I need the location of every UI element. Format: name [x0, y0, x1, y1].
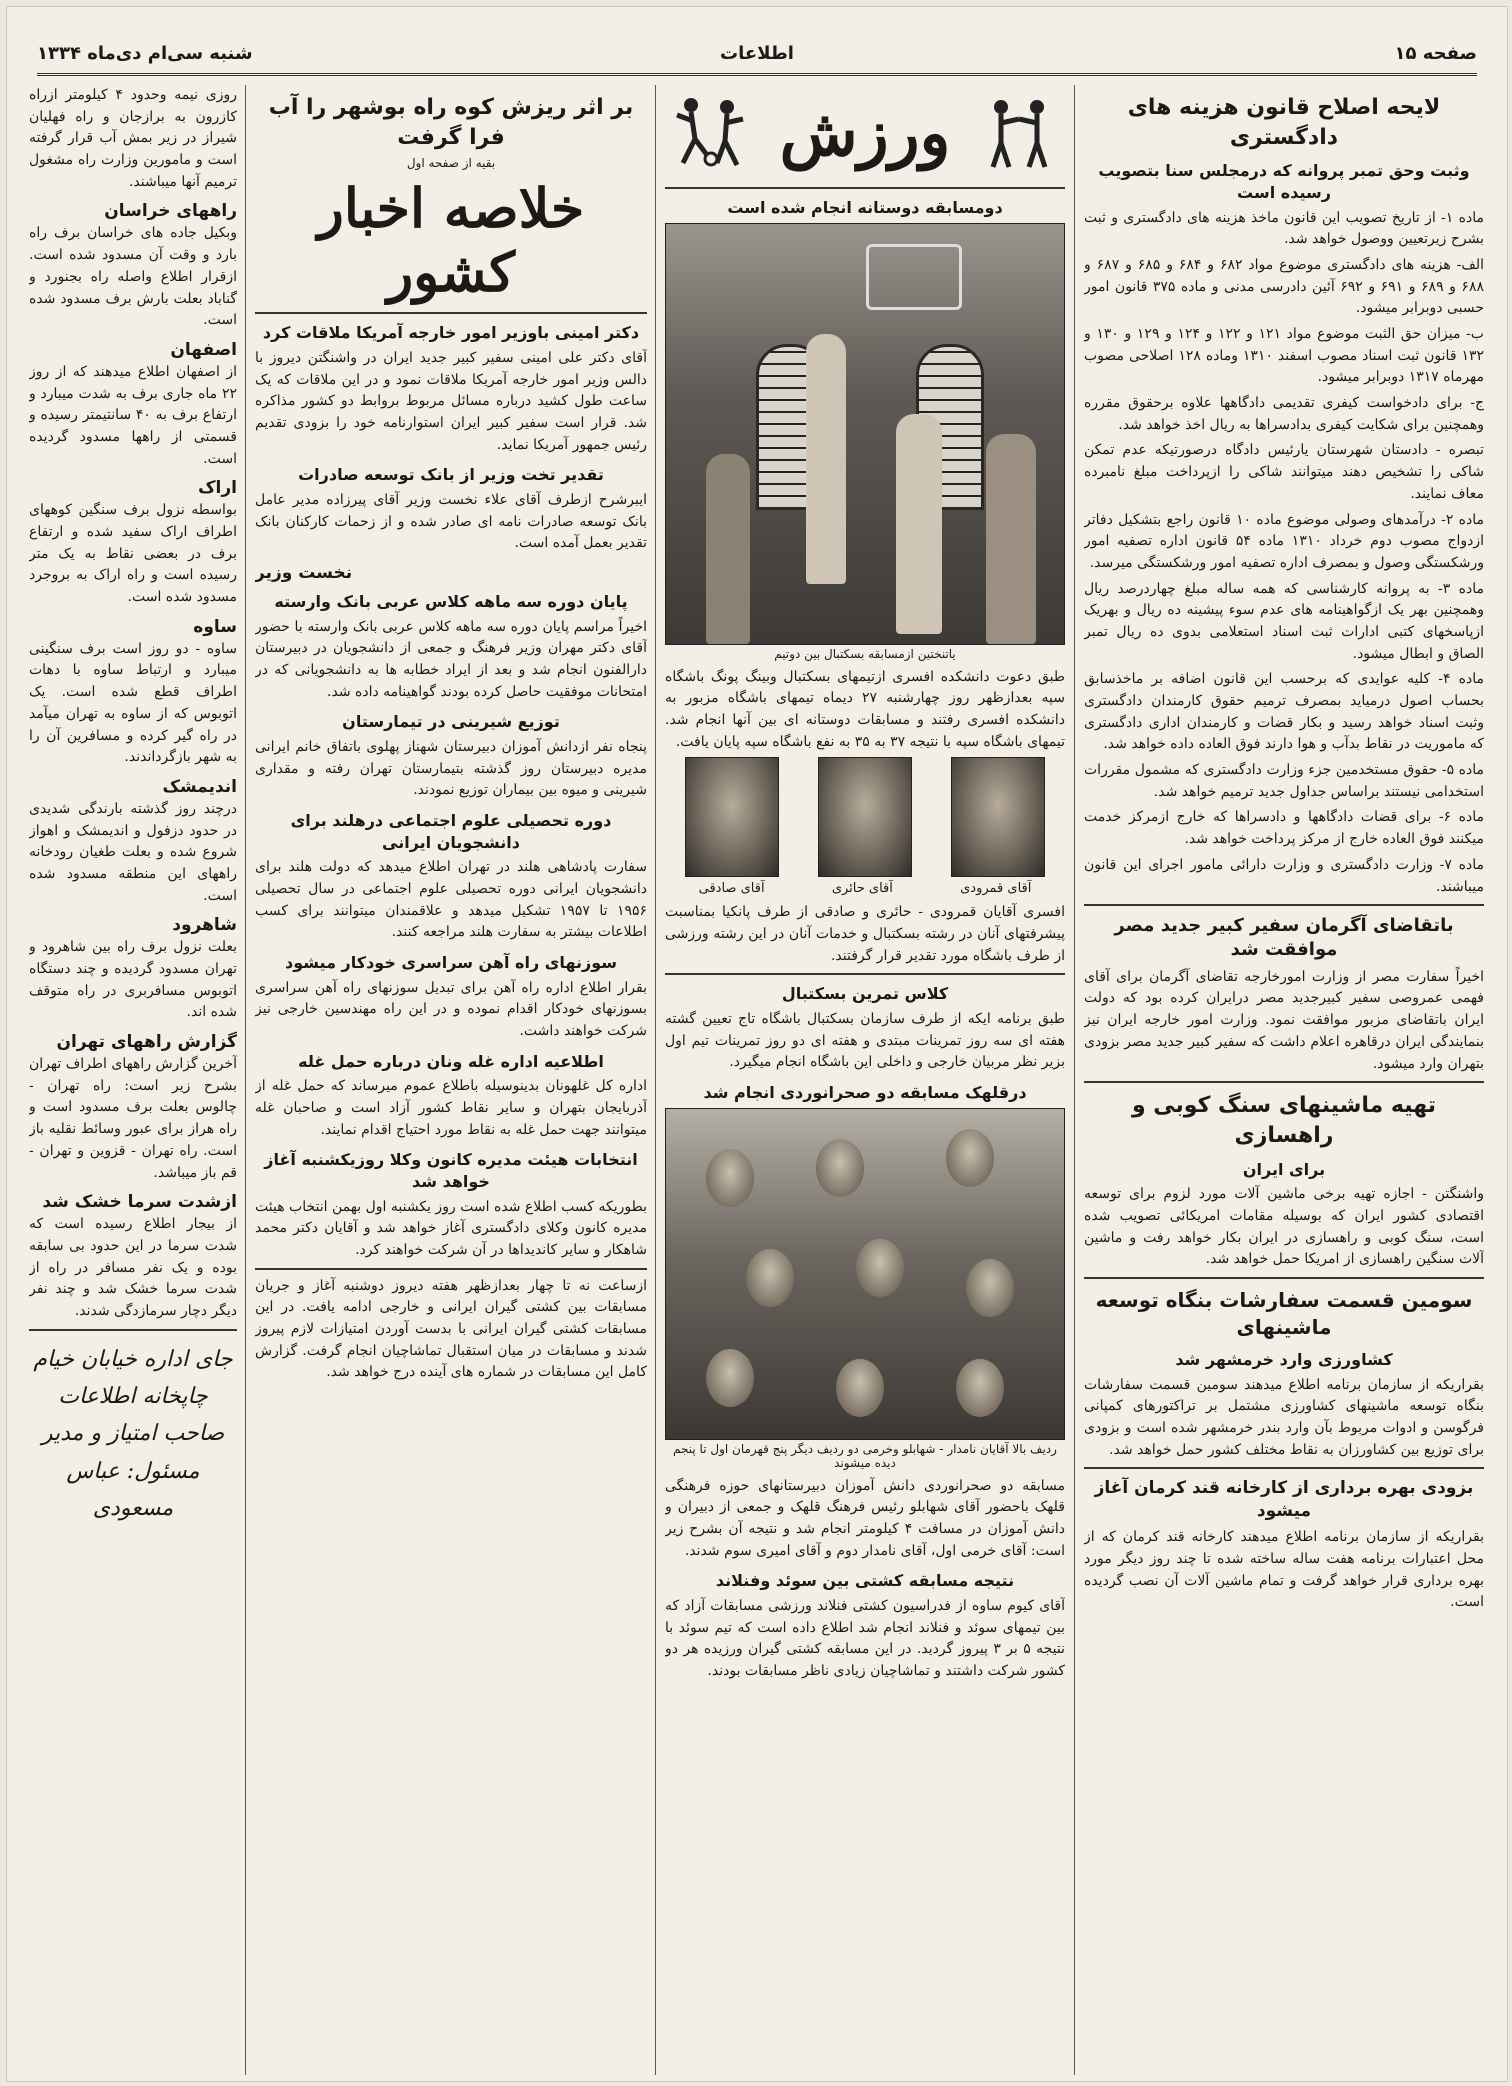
- runner-head: [706, 1149, 754, 1207]
- article-paragraph: ماده ۳- به پروانه کارشناسی که همه ساله مبلغ چهاردرصد ریال وهمچنین بهر یک ازگواهینامه های عدم سوء پیشینه ده ریال و بهریک ازپاسخهای کتبی ادارات ثبت اسناد استعلامی بدوی ده ریال تمبر الصاق و ابطال میشود.: [1084, 580, 1484, 662]
- portrait-photo: [685, 757, 779, 877]
- article-paragraph: مسابقه دو صحرانوردی دانش آموزان دبیرستانهای حوزه فرهنگی قلهک باحضور آقای شهابلو رئیس فرهنگ قلهک و جمعی از دبیران و دانش آموزان در مسافت ۴ کیلومتر انجام شد و نتیجه آن بشرح زیر است: آقای خرمی اول، آقای نامدار دوم و آقای امیری سوم شدند.: [665, 1477, 1065, 1559]
- news-paragraph: پنجاه نفر ازدانش آموزان دبیرستان شهناز پهلوی باتفاق خانم ایرانی مدیره دبیرستان روز گذشته بتیمارستان تهران رفته و مقداری شیرینی و میوه بین بیماران توزیع نمودند.: [255, 739, 647, 799]
- column-rule: [655, 85, 656, 2075]
- roads-paragraph: از اصفهان اطلاع میدهند که از روز ۲۲ ماه جاری برف به شدت میبارد و ارتفاع برف به ۴۰ سانتیمتر رسیده و قسمتی از راهها مسدود گردیده است.: [29, 363, 237, 467]
- roads-paragraph: وبکیل جاده های خراسان برف راه بارد و وقت آن مسدود شده است. ازقرار اطلاع واصله راه بجنورد و گناباد بعلت بارش برف مسدود شده است.: [29, 225, 237, 329]
- runners-group-photo: [665, 1108, 1065, 1440]
- divider: [1084, 1081, 1484, 1083]
- photo-caption: یاتنختین ازمسابقه بسکتبال بین دوتیم: [774, 646, 956, 661]
- column-roads: [29, 85, 237, 2075]
- photo-caption: ردیف بالا آقایان نامدار - شهابلو وخرمی دو ردیف دیگر پنج قهرمان اول تا پنجم دیده میشوند: [673, 1441, 1057, 1470]
- article-paragraph: آقای کیوم ساوه از فدراسیون کشتی فنلاند ورزشی مسابقات آزاد که بین تیمهای سوئد و فنلاند انجام شد اطلاع داده است که تیم سوئد با نتیجه ۵ بر ۳ پیروز گردید. در این مسابقه کشتی گیران ورزیده هر دو کشور شرکت داشتند و تماشاچیان زیادی ناظر مسابقات بودند.: [665, 1598, 1065, 1680]
- article-paragraph: ماده ۴- کلیه عوایدی که برحسب این قانون اضافه بر ماخذسابق بحساب اصول درمیاید بمصرف ترمیم حقوق کارمندان دادگستری وثبت اسناد خواهد رسید و بکار قضات و کارمندان اداری دادگستری که ماموریت در نقاط بدآب و هوا دارند فوق العاده داده خواهد شد.: [1084, 671, 1484, 753]
- article-paragraph: ب- میزان حق الثبت موضوع مواد ۱۲۱ و ۱۲۲ و ۱۲۴ و ۱۲۹ و ۱۳۰ و ۱۳۲ قانون ثبت اسناد مصوب اسفند ۱۳۱۰ وماده ۱۲۸ اصلاحی مصوب مهرماه ۱۳۱۷ دوبرابر میشود.: [1084, 326, 1484, 386]
- news-signature: نخست وزیر: [255, 563, 353, 584]
- article-paragraph: واشنگتن - اجازه تهیه برخی ماشین آلات مورد لزوم برای توسعه اقتصادی کشور ایران که بوسیله مقامات امریکائی تصویب شده است، سنگ کوبی و راهسازی در ایران بکار خواهد رفت و ماشین آلات سنگین راهسازی از امریکا حمل خواهد شد.: [1084, 1186, 1484, 1268]
- news-paragraph: ازساعت نه تا چهار بعدازظهر هفته دیروز دوشنبه آغاز و جریان مسابقات بین کشتی گیران ایرانی و خارجی ادامه یافت. در این مسابقات کشتی گیران ایرانی با بدست آوردن امتیازات لازم پیروز شدند و مسابقات در میان استقبال تماشاچیان انجام گرفت. گزارش کامل این مسابقات در شماره های آینده درج خواهد شد.: [255, 1277, 647, 1381]
- roads-subhead: راههای خراسان: [104, 201, 237, 222]
- headline-orders: سومین قسمت سفارشات بنگاه توسعه ماشینهای: [1095, 1287, 1473, 1339]
- news-headline: دوره تحصیلی علوم اجتماعی درهلند برای دانشجویان ایرانی: [290, 811, 612, 852]
- article-paragraph: الف- هزینه های دادگستری موضوع مواد ۶۸۲ و ۶۸۴ و ۶۸۵ و ۶۸۷ و ۶۸۸ و ۶۸۹ و ۶۹۱ و ۶۹۲ آئین دادرسی مدنی و ماده ۳۷۵ قانون امور حسبی دوبرابر میشود.: [1084, 256, 1484, 317]
- news-paragraph: آقای دکتر علی امینی سفیر کبیر جدید ایران در واشنگتن دیروز با دالس وزیر امور خارجه آمریکا ملاقات نمود و در این ملاقات که یک ساعت طول کشید درباره مسائل مربوط بروابط دو کشور مذاکره شد. قرار است سفیر کبیر ایران استوارنامه خود را بزودی تقدیم رئیس جمهور آمریکا نماید.: [255, 349, 647, 453]
- subhead-orders: کشاورزی وارد خرمشهر شد: [1175, 1349, 1393, 1369]
- news-headline: تقدیر تخت وزیر از بانک توسعه صادرات: [298, 465, 604, 485]
- article-paragraph: طبق برنامه ایکه از طرف سازمان بسکتبال باشگاه تاج تعیین گشته هفته ای سه روز تمرینات مبتدی و هفته ای دو روز تمرینات تیم اول بزیر نظر مربیان خارجی و داخلی این باشگاه انجام میگیرد.: [665, 1011, 1065, 1071]
- portrait-captions: [665, 881, 1065, 896]
- issue-date: شنبه سی‌ام دی‌ماه ۱۳۳۴: [37, 43, 253, 64]
- portrait-row: [665, 757, 1065, 877]
- news-paragraph: سفارت پادشاهی هلند در تهران اطلاع میدهد که دولت هلند برای دانشجویان ایرانی دوره تحصیلی علوم اجتماعی در سال تحصیلی ۱۹۵۶ تا ۱۹۵۷ تشکیل میدهد و علاقمندان میتوانند برای کسب اطلاعات بیشتر به سفارت هلند مراجعه کنند.: [255, 859, 647, 941]
- portrait-caption: آقای صادقی: [698, 881, 765, 897]
- headline-wrestling: نتیجه مسابقه کشتی بین سوئد وفنلاند: [715, 1571, 1015, 1591]
- roads-subhead: اصفهان: [170, 339, 237, 360]
- roads-subhead: گزارش راههای تهران: [56, 1032, 237, 1053]
- article-paragraph: ماده ۷- وزارت دادگستری و وزارت دارائی مامور اجرای این قانون میباشند.: [1084, 856, 1484, 895]
- basketball-hoop: [866, 244, 962, 310]
- headline-basketball-class: کلاس تمرین بسکتبال: [781, 984, 949, 1004]
- portrait-caption: آقای قمرودی: [960, 881, 1032, 897]
- roads-paragraph: آخرین گزارش راههای اطراف تهران بشرح زیر است: راه تهران - چالوس بعلت برف مسدود است و راه هراز برای عبور وسائط نقلیه باز است. راه تهران - قزوین و تهران - قم باز میباشد.: [29, 1056, 237, 1181]
- divider: [665, 973, 1065, 975]
- article-paragraph: اخیراً سفارت مصر از وزارت امورخارجه تقاضای آگرمان برای آقای فهمی عمروصی سفیر کبیرجدید مصر درایران کرده بود که دولت ایران باتقاضای مزبور موافقت نمود. وزارت امور خارجه ایران نیز بنمایندگی ایران درقاهره اعلام داشت که سفیر کبیر جدید مصر بزودی بتهران وارد میشود.: [1084, 968, 1484, 1072]
- roads-paragraph: روزی نیمه وحدود ۴ کیلومتر ازراه کازرون به برازجان و راه فهلیان شیراز در زیر بمش آب قرار گرفته است و مامورین وزارت راه مشغول ترمیم آنها میباشند.: [29, 87, 237, 190]
- news-headline: توزیع شیرینی در تیمارستان: [342, 712, 560, 732]
- divider: [255, 312, 647, 314]
- headline-friendly-matches: دومسابقه دوستانه انجام شده است: [727, 198, 1003, 217]
- sports-banner: [665, 85, 1065, 181]
- player-figure: [896, 414, 942, 634]
- national-news-banner: خلاصه اخبار کشور: [317, 176, 585, 305]
- headline-legal-bill: لایحه اصلاح قانون هزینه های دادگستری: [1127, 95, 1441, 150]
- runner-head: [946, 1129, 994, 1187]
- news-paragraph: اداره کل غلهونان بدینوسیله باطلاع عموم میرساند که حمل غله از آذربایجان بتهران و سایر نقاط کشور آزاد است و صاحبان غله میتوانند جهت حمل غله به نقاط مورد احتیاج اقدام نمایند.: [255, 1078, 647, 1138]
- news-headline: پایان دوره سه ماهه کلاس عربی بانک وارسته: [274, 592, 628, 612]
- headline-cross-country: درقلهک مسابقه دو صحرانوردی انجام شد: [703, 1083, 1027, 1103]
- subhead-machines: برای ایران: [1242, 1159, 1326, 1179]
- news-headline: انتخابات هیئت مدیره کانون وکلا روزیکشنبه آغاز خواهد شد: [264, 1150, 638, 1191]
- roads-subhead: ساوه: [193, 616, 237, 637]
- news-headline: سوزنهای راه آهن سراسری خودکار میشود: [285, 953, 617, 972]
- article-paragraph: بقراریکه از سازمان برنامه اطلاع میدهند کارخانه قند کرمان که از محل اعتبارات برنامه هفت ساله ساخته شده تا چند روز دیگر مورد بهره برداری قرار خواهد گرفت و تمام ماشین آلات آن نصب گردیده است.: [1084, 1529, 1484, 1611]
- roads-subhead: ازشدت سرما خشک شد: [42, 1192, 237, 1213]
- roads-paragraph: درچند روز گذشته بارندگی شدیدی در حدود دزفول و اندیمشک و اهواز شروع شده و بعلت طغیان رودخانه راههای این منطقه مسدود شده است.: [29, 800, 237, 904]
- portrait-caption: آقای حائری: [831, 881, 893, 897]
- roads-paragraph: بعلت نزول برف راه بین شاهرود و تهران مسدود گردیده و چند دستگاه اتوبوس مسافربری در راه متوقف شده اند.: [29, 939, 237, 1021]
- headline-machines: تهیه ماشینهای سنگ کوبی و راهسازی: [1131, 1093, 1437, 1148]
- runner-head: [956, 1359, 1004, 1417]
- publisher-signature: جای اداره خیابان خیام چاپخانه اطلاعات صاحب امتیاز و مدیر مسئول: عباس مسعودی: [33, 1346, 233, 1522]
- article-paragraph: افسری آقایان قمرودی - حائری و صادقی از طرف پانکیا بمناسبت پیشرفتهای آنان در رشته بسکتبال و خدمات آنان در این رشته ورزشی از طرف باشگاه مورد تقدیر قرار گرفتند.: [665, 904, 1065, 964]
- subhead-legal-bill: وثبت وحق تمبر پروانه که درمجلس سنا بتصویب رسیده است: [1098, 161, 1470, 202]
- column-rule: [1074, 85, 1075, 2075]
- divider: [1084, 904, 1484, 906]
- article-paragraph: تبصره - دادستان شهرستان یارئیس دادگاه درصورتیکه عدم تمکن شاکی را تشخیص دهند میتوانند شاکی را ازپرداخت مبلغ نامبرده معاف نمایند.: [1084, 442, 1484, 502]
- news-paragraph: بطوریکه کسب اطلاع شده است روز یکشنبه اول بهمن انتخاب هیئت مدیره کانون وکلای دادگستری آغاز خواهد شد و آقایان دکتر محمد شاهکار و سایر کاندیداها در آن شرکت خواهند کرد.: [255, 1198, 647, 1258]
- column-rule: [245, 85, 246, 2075]
- player-figure: [806, 334, 846, 584]
- runner-head: [966, 1259, 1014, 1317]
- news-headline: اطلاعیه اداره غله ونان درباره حمل غله: [298, 1051, 604, 1071]
- paper-name: اطلاعات: [720, 43, 794, 64]
- page-number: صفحه ۱۵: [1394, 43, 1477, 64]
- article-paragraph: ماده ۲- درآمدهای وصولی موضوع ماده ۱۰ قانون راجع بتشکیل دفاتر ازدواج مصوب دوم خرداد ۱۳۱۰ ماده ۵۴ قانون اداره تصفیه امور ورشکستگی وصول و بمصرف اداره تصفیه امور ورشکستگی میرسد.: [1084, 511, 1484, 571]
- roads-paragraph: از بیجار اطلاع رسیده است که شدت سرما در این حدود بی سابقه بوده و یک نفر مسافر در راه از شدت سرما خشک شد و چند نفر دیگر دچار سرمازدگی شدند.: [29, 1216, 237, 1319]
- runner-head: [706, 1349, 754, 1407]
- player-figure: [986, 434, 1036, 644]
- news-paragraph: ایبرشرح ازطرف آقای علاء نخست وزیر آقای پیرزاده مدیر عامل بانک توسعه صادرات نامه ای صادر شده و از زحمات کارکنان بانک تقدیر بعمل آمده است.: [255, 492, 647, 552]
- divider: [29, 1329, 237, 1331]
- boxers-icon: [979, 93, 1059, 173]
- headline-bushehr-flood: بر اثر ریزش کوه راه بوشهر را آب فرا گرفت: [268, 95, 634, 150]
- article-paragraph: ج- برای دادخواست کیفری تقدیمی دادگاهها علاوه برحقوق مقرره وهمچنین برای شکایت کیفری بدادسراها به ریال اخذ خواهد شد.: [1084, 395, 1484, 433]
- basketball-photo: [665, 223, 1065, 645]
- runner-head: [816, 1139, 864, 1197]
- article-paragraph: طبق دعوت دانشکده افسری ازتیمهای بسکتبال وبینگ پونگ باشگاه سپه بعدازظهر روز چهارشنبه ۲۷ دیماه تیمهای باشگاه مزبور به دانشکده افسری رفتند و مسابقات دوستانه ای بین آنها انجام شد. تیمهای باشگاه سپه با نتیجه ۳۷ به ۳۵ به نفع باشگاه سپه پایان یافت.: [665, 668, 1065, 750]
- column-sports: [665, 85, 1065, 2075]
- column-legal: [1084, 85, 1484, 2075]
- news-paragraph: اخیراً مراسم پایان دوره سه ماهه کلاس عربی بانک وارسته با حضور آقای دکتر مهران وزیر فرهنگ و جمعی از دانشجویان در دبیرستان دارالفنون انجام شد و بعد از ایراد خطابه ها به دانشجویانی که در امتحانات موفقیت حاصل کرده بودند گواهینامه داده شد.: [255, 618, 647, 700]
- runner-head: [836, 1359, 884, 1417]
- headline-egypt-ambassador: باتقاضای آگرمان سفیر کبیر جدید مصر موافقت شد: [1114, 915, 1454, 961]
- portrait-photo: [818, 757, 912, 877]
- article-paragraph: بقراریکه از سازمان برنامه اطلاع میدهند سومین قسمت سفارشات بنگاه توسعه ماشینهای کشاورزی مشتمل بر تراکتورهای کمپانی فرگوسن و ادوات مربوط بآن وارد بندر خرمشهر شده است و بزودی برای توزیع بین کشاورزان به نقاط مختلف کشور حمل خواهد شد.: [1084, 1376, 1484, 1458]
- player-figure: [706, 454, 750, 644]
- article-paragraph: ماده ۵- حقوق مستخدمین جزء وزارت دادگستری که مشمول مقررات استخدامی نیستند براساس جداول جدید ترمیم خواهد شد.: [1084, 762, 1484, 800]
- article-paragraph: ماده ۱- از تاریخ تصویب این قانون ماخذ هزینه های دادگستری و ثبت بشرح زیرتعیین ووصول خواهد شد.: [1084, 209, 1484, 248]
- roads-subhead: اراک: [198, 478, 237, 499]
- continued-note: بقیه از صفحه اول: [406, 156, 496, 171]
- divider: [255, 1268, 647, 1270]
- divider: [1084, 1277, 1484, 1279]
- roads-paragraph: ساوه - دو روز است برف سنگینی میبارد و ارتباط ساوه با دهات اطراف قطع شده است. یک اتوبوس که از ساوه به تهران میآمد در راه گیر کرده و مسافرین آن را به شهر بازگرداندند.: [29, 640, 237, 766]
- runner-head: [746, 1249, 794, 1307]
- roads-paragraph: بواسطه نزول برف سنگین کوههای اطراف اراک سفید شده و ارتفاع برف در بعضی نقاط به یک متر رسیده است و راه اراک به بروجرد مسدود شده است.: [29, 502, 237, 606]
- roads-subhead: اندیمشک: [162, 776, 237, 797]
- divider: [665, 187, 1065, 189]
- divider: [1084, 1467, 1484, 1469]
- headline-sugar-factory: بزودی بهره برداری از کارخانه قند کرمان آغاز میشود: [1094, 1478, 1474, 1522]
- footballers-icon: [671, 93, 751, 173]
- portrait-photo: [951, 757, 1045, 877]
- column-national-news: [255, 85, 647, 2075]
- roads-subhead: شاهرود: [172, 915, 237, 936]
- news-paragraph: بقرار اطلاع اداره راه آهن برای تبدیل سوزنهای راه آهن سراسری بسوزنهای خودکار اقدام نموده و در این راه مهندسین خارجی نیز شرکت خواهند داشت.: [255, 979, 647, 1039]
- sports-title: ورزش: [779, 95, 951, 171]
- masthead: [37, 37, 1477, 76]
- runner-head: [856, 1239, 904, 1297]
- news-headline: دکتر امینی باوزیر امور خارجه آمریکا ملاقات کرد: [262, 323, 640, 343]
- article-paragraph: ماده ۶- برای قضات دادگاهها و دادسراها که خارج ازمرکز خدمت میکنند فوق العاده خارج از مرکز پرداخت خواهد شد.: [1084, 809, 1484, 848]
- newspaper-page: [6, 6, 1508, 2082]
